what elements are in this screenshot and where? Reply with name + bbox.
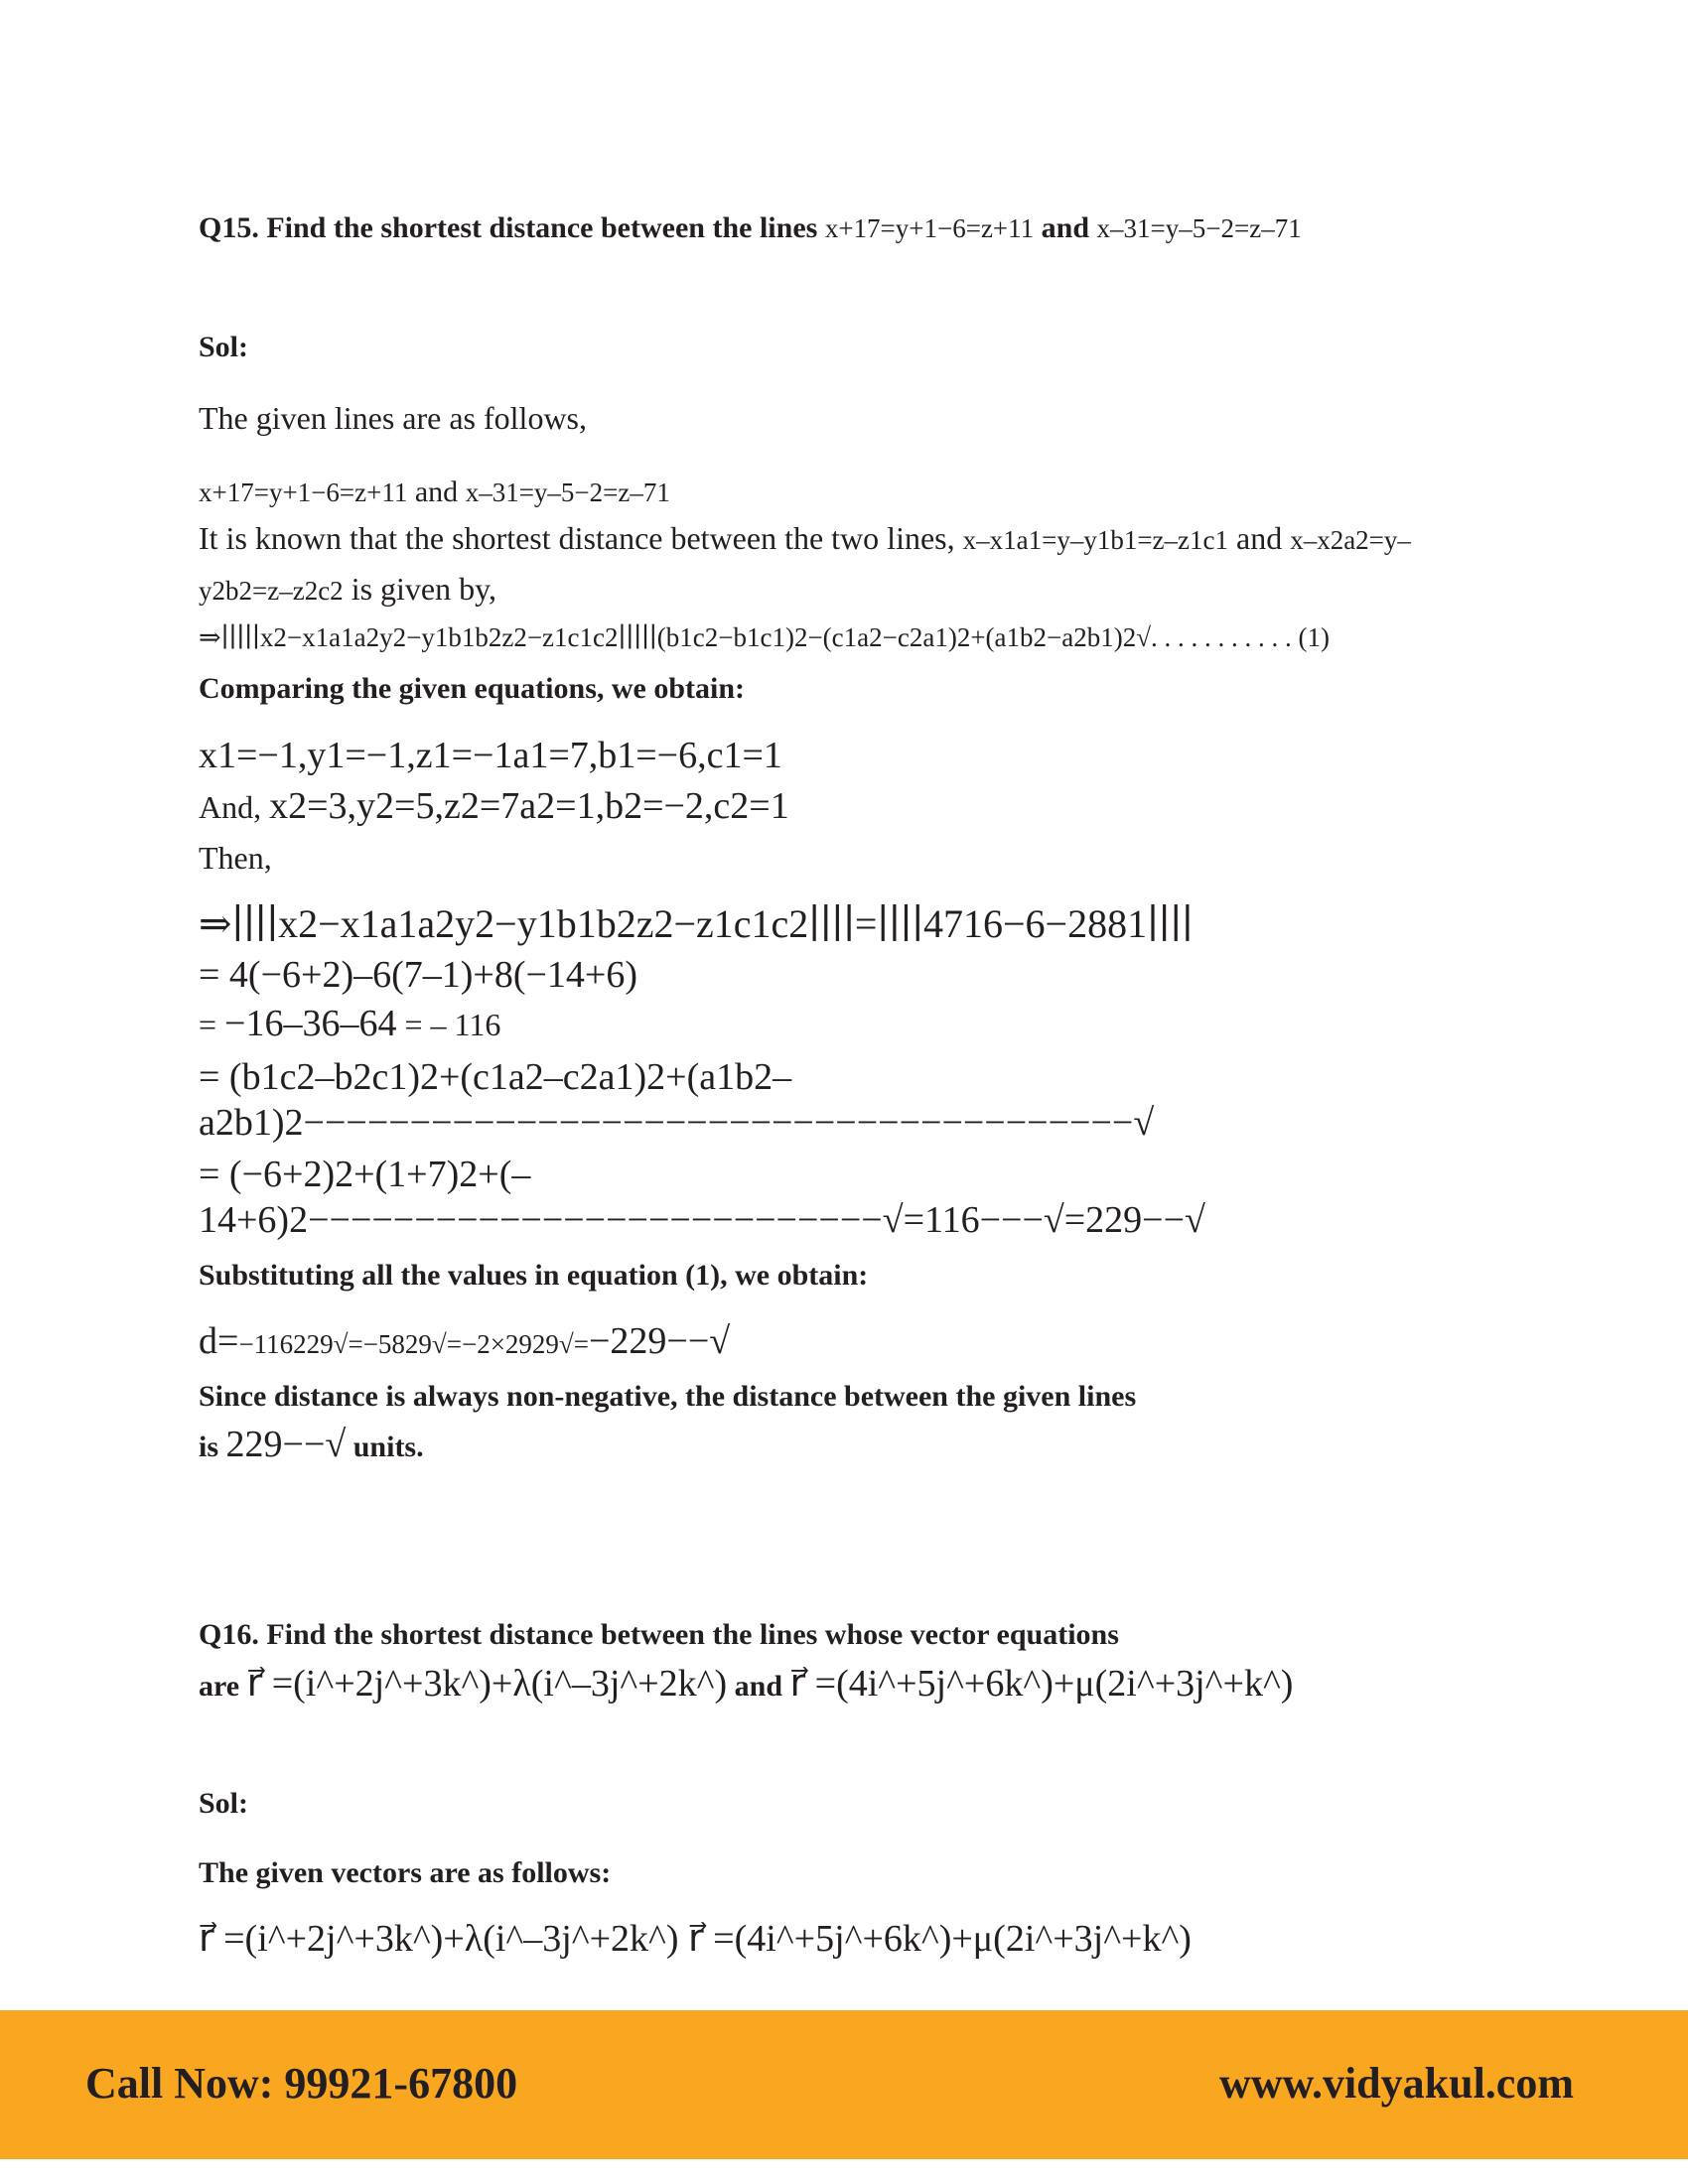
q15-determinant: ⇒∣∣∣∣x2−x1a1a2y2−y1b1b2z2−z1c1c2∣∣∣∣=∣∣∣∣4716−6−2881∣∣∣∣: [199, 901, 1194, 946]
q15-comparing-heading: Comparing the given equations, we obtain:: [199, 672, 746, 705]
call-now-text: Call Now: 99921-67800: [85, 2059, 518, 2108]
q15-then: Then,: [199, 840, 272, 876]
website-link[interactable]: www.vidyakul.com: [1219, 2059, 1574, 2108]
q15-distance-formula: ⇒∣∣∣∣∣x2−x1a1a2y2−y1b1b2z2−z1c1c2∣∣∣∣∣(b1c2−b1c1)2−(c1a2−c2a1)2+(a1b2−a2b1)2√. . . . . . . . . . . (1): [199, 622, 1331, 652]
q15-conclusion-value: is 229−−√ units.: [199, 1424, 424, 1465]
q16-question-line-1: Q16. Find the shortest distance between the lines whose vector equations: [199, 1618, 1119, 1651]
q16-sol-heading: Sol:: [199, 1787, 249, 1820]
q16-vector-equations: r⃗ =(i^+2j^+3k^)+λ(i^–3j^+2k^) r⃗ =(4i^+5j^+6k^)+μ(2i^+3j^+k^): [199, 1918, 1192, 1960]
q15-sol-heading: Sol:: [199, 331, 249, 363]
q15-given-lines: The given lines are as follows,: [199, 400, 587, 436]
q15-given-equations: x+17=y+1−6=z+11 and x–31=y–5−2=z–71: [199, 476, 670, 508]
q15-substituting-heading: Substituting all the values in equation (1), we obtain:: [199, 1259, 869, 1292]
q15-values-line-2: And, x2=3,y2=5,z2=7a2=1,b2=−2,c2=1: [199, 785, 789, 827]
bottom-margin: [0, 2159, 1688, 2184]
q15-step-6: 14+6)2−−−−−−−−−−−−−−−−−−−−−−−−−−−√=116−−−√=229−−√: [199, 1199, 1205, 1241]
q15-step-2: = −16–36–64 = – 116: [199, 1003, 501, 1044]
q16-given-vectors-heading: The given vectors are as follows:: [199, 1856, 612, 1889]
q15-distance-result: d=−116229√=−5829√=−2×2929√=−229−−√: [199, 1320, 731, 1362]
q15-step-3: = (b1c2–b2c1)2+(c1a2–c2a1)2+(a1b2–: [199, 1056, 792, 1098]
q15-conclusion: Since distance is always non-negative, the distance between the given lines: [199, 1380, 1137, 1413]
q15-known-statement: It is known that the shortest distance between the two lines, x–x1a1=y–y1b1=z–z1c1 and x–x2a2=y–: [199, 520, 1411, 556]
q15-step-1: = 4(−6+2)–6(7–1)+8(−14+6): [199, 954, 638, 996]
q15-step-5: = (−6+2)2+(1+7)2+(–: [199, 1154, 531, 1195]
footer-bar: [0, 2010, 1688, 2159]
q16-question-line-2: are r⃗ =(i^+2j^+3k^)+λ(i^–3j^+2k^) and r⃗ =(4i^+5j^+6k^)+μ(2i^+3j^+k^): [199, 1663, 1294, 1705]
q15-step-4: a2b1)2−−−−−−−−−−−−−−−−−−−−−−−−−−−−−−−−−−−−−−−√: [199, 1102, 1155, 1144]
q15-known-statement-cont: y2b2=z–z2c2 is given by,: [199, 571, 497, 607]
q15-question: Q15. Find the shortest distance between the lines x+17=y+1−6=z+11 and x–31=y–5−2=z–71: [199, 211, 1302, 244]
q15-values-line-1: x1=−1,y1=−1,z1=−1a1=7,b1=−6,c1=1: [199, 735, 782, 776]
